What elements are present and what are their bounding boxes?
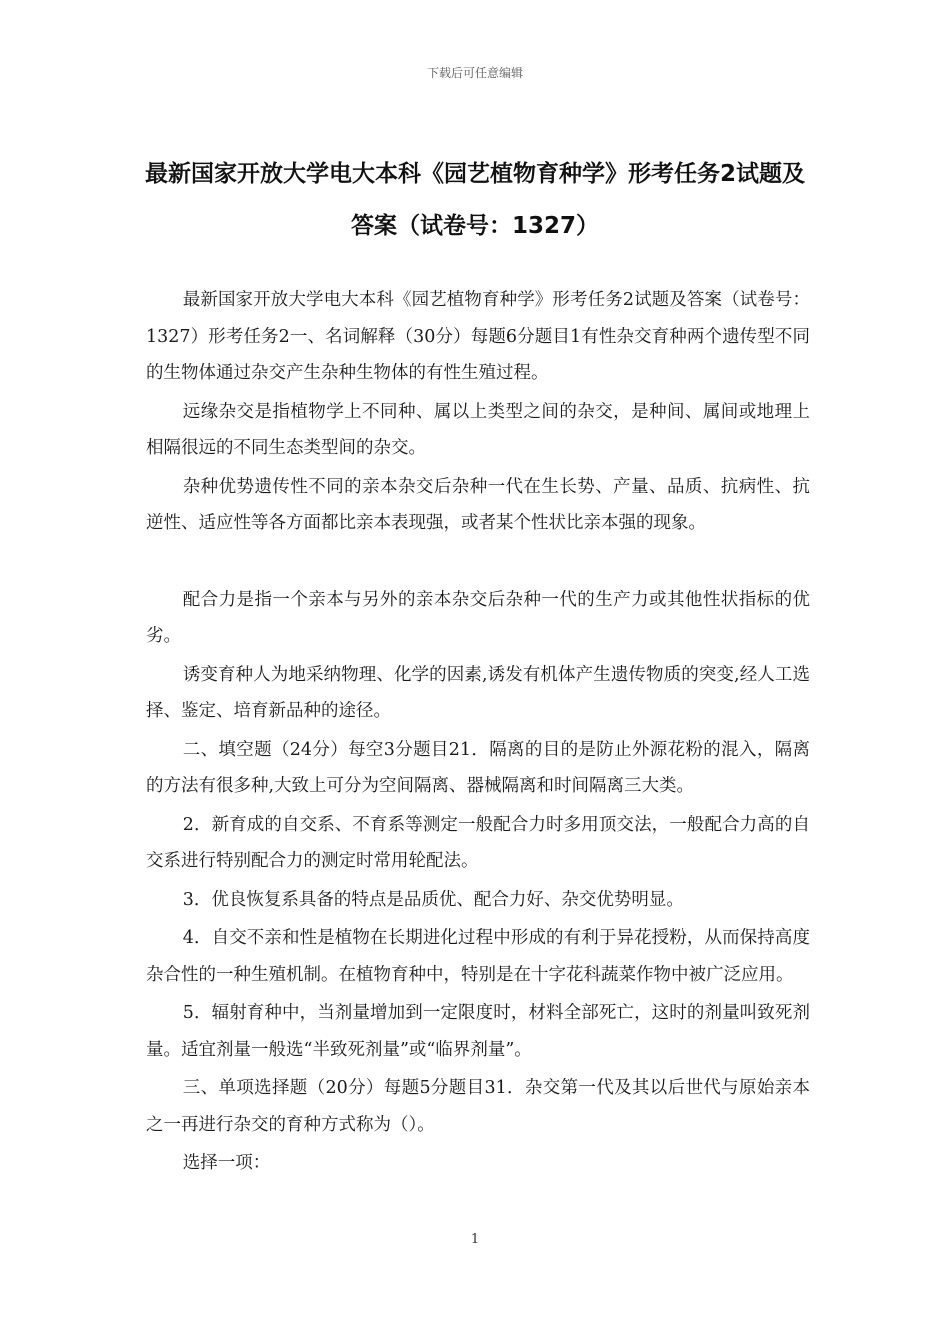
paragraph: 4．自交不亲和性是植物在长期进化过程中形成的有利于异花授粉，从而保持高度杂合性的一种生殖机制。在植物育种中，特别是在十字花科蔬菜作物中被广泛应用。: [146, 928, 810, 985]
page-number: 1: [470, 1232, 480, 1247]
document-title: 最新国家开放大学电大本科《园艺植物育种学》形考任务2试题及答案（试卷号：1327）: [144, 161, 805, 239]
paragraph: 最新国家开放大学电大本科《园艺植物育种学》形考任务2试题及答案（试卷号：1327）形考任务2一、名词解释（30分）每题6分题目1有性杂交育种两个遗传型不同的生物体通过杂交产生杂种生物体的有性生殖过程。: [146, 290, 810, 383]
paragraph: 远缘杂交是指植物学上不同种、属以上类型之间的杂交，是种间、属间或地理上相隔很远的不同生态类型间的杂交。: [146, 401, 810, 458]
paragraph: 配合力是指一个亲本与另外的亲本杂交后杂种一代的生产力或其他性状指标的优劣。: [146, 589, 810, 646]
paragraph: 诱变育种人为地采纳物理、化学的因素,诱发有机体产生遗传物质的突变,经人工选择、鉴定、培育新品种的途径。: [146, 664, 810, 721]
document-body: [146, 282, 810, 1184]
paragraph: 5．辐射育种中，当剂量增加到一定限度时，材料全部死亡，这时的剂量叫致死剂量。适宜剂量一般选“半致死剂量”或“临界剂量”。: [146, 1003, 810, 1060]
paragraph: 三、单项选择题（20分）每题5分题目31．杂交第一代及其以后世代与原始亲本之一再进行杂交的育种方式称为（）。: [146, 1078, 810, 1135]
paragraph: 选择一项：: [182, 1153, 271, 1173]
paragraph: 二、填空题（24分）每空3分题目21．隔离的目的是防止外源花粉的混入，隔离的方法有很多种,大致上可分为空间隔离、器械隔离和时间隔离三大类。: [146, 739, 810, 796]
paragraph: 杂种优势遗传性不同的亲本杂交后杂种一代在生长势、产量、品质、抗病性、抗逆性、适应性等各方面都比亲本表现强，或者某个性状比亲本强的现象。: [146, 476, 810, 533]
paragraph: 3．优良恢复系具备的特点是品质优、配合力好、杂交优势明显。: [182, 889, 684, 910]
paragraph: 2．新育成的自交系、不育系等测定一般配合力时多用顶交法，一般配合力高的自交系进行特别配合力的测定时常用轮配法。: [146, 814, 810, 871]
page-header-note: 下载后可任意编辑: [426, 66, 523, 80]
